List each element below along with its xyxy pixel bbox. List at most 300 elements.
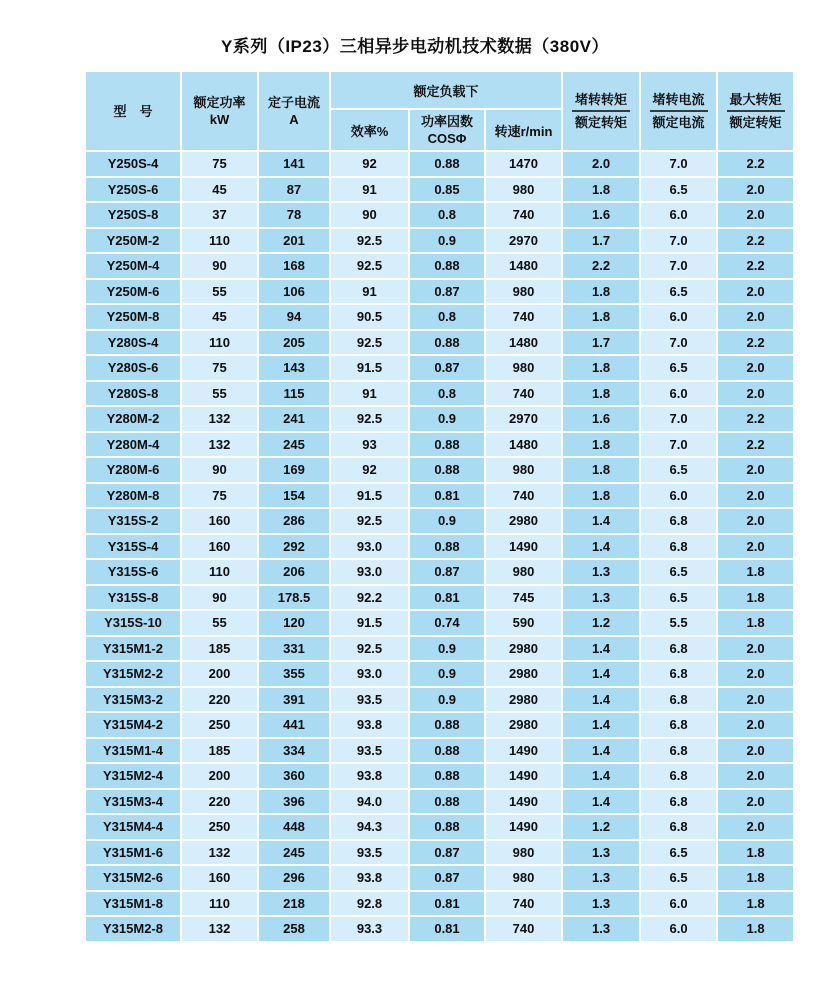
cell-efficiency-pct: 93.3	[331, 917, 408, 941]
cell-max-torque-ratio: 2.0	[718, 203, 793, 227]
cell-max-torque-ratio: 2.2	[718, 152, 793, 176]
cell-speed-rpm: 980	[486, 280, 561, 304]
cell-rated-power-kw: 132	[182, 841, 257, 865]
header-stator-current-unit: A	[289, 112, 299, 127]
cell-locked-current-ratio: 6.8	[641, 713, 716, 737]
table-row	[86, 713, 793, 737]
cell-speed-rpm: 1490	[486, 815, 561, 839]
cell-locked-torque-ratio: 1.6	[563, 407, 639, 431]
cell-locked-torque-ratio: 1.8	[563, 458, 639, 482]
table-row	[86, 764, 793, 788]
cell-efficiency-pct: 90.5	[331, 305, 408, 329]
cell-efficiency-pct: 92.5	[331, 254, 408, 278]
cell-model: Y315M2-6	[86, 866, 180, 890]
motor-data-table	[84, 70, 795, 943]
cell-speed-rpm: 980	[486, 356, 561, 380]
cell-speed-rpm: 980	[486, 866, 561, 890]
cell-power-factor: 0.81	[410, 917, 484, 941]
cell-speed-rpm: 980	[486, 560, 561, 584]
header-speed: 转速r/min	[486, 110, 561, 150]
cell-locked-torque-ratio: 2.0	[563, 152, 639, 176]
cell-model: Y315M2-4	[86, 764, 180, 788]
cell-efficiency-pct: 93.0	[331, 560, 408, 584]
cell-stator-current-a: 360	[259, 764, 329, 788]
cell-locked-current-ratio: 6.5	[641, 586, 716, 610]
cell-efficiency-pct: 91.5	[331, 611, 408, 635]
cell-speed-rpm: 740	[486, 382, 561, 406]
cell-power-factor: 0.88	[410, 458, 484, 482]
table-row	[86, 688, 793, 712]
cell-efficiency-pct: 92.5	[331, 229, 408, 253]
cell-speed-rpm: 1480	[486, 254, 561, 278]
header-efficiency: 效率%	[331, 110, 408, 150]
cell-locked-torque-ratio: 1.3	[563, 841, 639, 865]
table-row	[86, 841, 793, 865]
cell-speed-rpm: 1470	[486, 152, 561, 176]
cell-locked-current-ratio: 6.0	[641, 203, 716, 227]
table-row	[86, 178, 793, 202]
cell-rated-power-kw: 90	[182, 586, 257, 610]
table-row	[86, 229, 793, 253]
cell-model: Y280S-6	[86, 356, 180, 380]
header-rated-power-name: 额定功率	[193, 95, 246, 110]
cell-stator-current-a: 296	[259, 866, 329, 890]
cell-power-factor: 0.9	[410, 407, 484, 431]
cell-stator-current-a: 441	[259, 713, 329, 737]
cell-stator-current-a: 120	[259, 611, 329, 635]
cell-locked-current-ratio: 6.5	[641, 178, 716, 202]
table-row	[86, 560, 793, 584]
table-row	[86, 535, 793, 559]
cell-max-torque-ratio: 2.2	[718, 331, 793, 355]
header-stator-current-name: 定子电流	[267, 95, 320, 110]
cell-locked-torque-ratio: 1.7	[563, 331, 639, 355]
fraction-line	[650, 110, 708, 112]
cell-speed-rpm: 2980	[486, 662, 561, 686]
table-row	[86, 305, 793, 329]
cell-efficiency-pct: 91.5	[331, 356, 408, 380]
cell-power-factor: 0.87	[410, 280, 484, 304]
cell-stator-current-a: 448	[259, 815, 329, 839]
cell-max-torque-ratio: 2.0	[718, 509, 793, 533]
cell-model: Y315M4-4	[86, 815, 180, 839]
cell-stator-current-a: 205	[259, 331, 329, 355]
table-row	[86, 484, 793, 508]
cell-speed-rpm: 2970	[486, 407, 561, 431]
fraction-line	[572, 110, 630, 112]
cell-max-torque-ratio: 2.0	[718, 178, 793, 202]
cell-power-factor: 0.87	[410, 560, 484, 584]
cell-model: Y315S-6	[86, 560, 180, 584]
cell-max-torque-ratio: 1.8	[718, 917, 793, 941]
cell-speed-rpm: 1490	[486, 764, 561, 788]
header-model	[86, 72, 180, 150]
cell-max-torque-ratio: 2.0	[718, 458, 793, 482]
cell-power-factor: 0.87	[410, 841, 484, 865]
cell-rated-power-kw: 110	[182, 229, 257, 253]
cell-rated-power-kw: 75	[182, 356, 257, 380]
cell-model: Y280M-8	[86, 484, 180, 508]
cell-efficiency-pct: 94.3	[331, 815, 408, 839]
cell-stator-current-a: 331	[259, 637, 329, 661]
cell-speed-rpm: 2980	[486, 509, 561, 533]
cell-stator-current-a: 334	[259, 739, 329, 763]
cell-power-factor: 0.8	[410, 203, 484, 227]
cell-efficiency-pct: 92.5	[331, 509, 408, 533]
cell-rated-power-kw: 75	[182, 152, 257, 176]
table-row	[86, 356, 793, 380]
cell-power-factor: 0.81	[410, 892, 484, 916]
cell-rated-power-kw: 160	[182, 509, 257, 533]
cell-max-torque-ratio: 2.0	[718, 305, 793, 329]
cell-model: Y315M1-6	[86, 841, 180, 865]
cell-model: Y315M2-8	[86, 917, 180, 941]
table-row	[86, 433, 793, 457]
cell-rated-power-kw: 220	[182, 790, 257, 814]
cell-locked-current-ratio: 5.5	[641, 611, 716, 635]
cell-locked-torque-ratio: 1.8	[563, 484, 639, 508]
cell-power-factor: 0.81	[410, 484, 484, 508]
cell-speed-rpm: 1490	[486, 739, 561, 763]
cell-max-torque-ratio: 2.2	[718, 254, 793, 278]
cell-model: Y315M3-2	[86, 688, 180, 712]
cell-locked-torque-ratio: 1.8	[563, 178, 639, 202]
cell-max-torque-ratio: 2.0	[718, 356, 793, 380]
cell-stator-current-a: 94	[259, 305, 329, 329]
cell-max-torque-ratio: 1.8	[718, 586, 793, 610]
cell-stator-current-a: 241	[259, 407, 329, 431]
cell-efficiency-pct: 91.5	[331, 484, 408, 508]
cell-efficiency-pct: 91	[331, 382, 408, 406]
cell-locked-torque-ratio: 1.4	[563, 739, 639, 763]
cell-efficiency-pct: 92	[331, 152, 408, 176]
cell-power-factor: 0.88	[410, 254, 484, 278]
header-power-factor-unit: COSΦ	[427, 131, 467, 146]
cell-speed-rpm: 740	[486, 892, 561, 916]
cell-speed-rpm: 740	[486, 203, 561, 227]
cell-stator-current-a: 258	[259, 917, 329, 941]
cell-max-torque-ratio: 2.0	[718, 739, 793, 763]
cell-locked-torque-ratio: 1.8	[563, 305, 639, 329]
cell-max-torque-ratio: 2.2	[718, 229, 793, 253]
cell-locked-current-ratio: 6.5	[641, 560, 716, 584]
cell-max-torque-ratio: 2.0	[718, 764, 793, 788]
cell-stator-current-a: 169	[259, 458, 329, 482]
cell-stator-current-a: 355	[259, 662, 329, 686]
cell-speed-rpm: 590	[486, 611, 561, 635]
header-rated-power-unit: kW	[209, 112, 230, 127]
cell-efficiency-pct: 93	[331, 433, 408, 457]
cell-max-torque-ratio: 2.0	[718, 815, 793, 839]
cell-rated-power-kw: 75	[182, 484, 257, 508]
cell-efficiency-pct: 92.2	[331, 586, 408, 610]
cell-power-factor: 0.88	[410, 433, 484, 457]
cell-rated-power-kw: 45	[182, 305, 257, 329]
cell-efficiency-pct: 93.8	[331, 764, 408, 788]
header-row-top	[86, 72, 793, 108]
cell-max-torque-ratio: 1.8	[718, 560, 793, 584]
cell-locked-torque-ratio: 1.8	[563, 382, 639, 406]
cell-locked-current-ratio: 7.0	[641, 331, 716, 355]
cell-power-factor: 0.81	[410, 586, 484, 610]
cell-locked-current-ratio: 7.0	[641, 407, 716, 431]
cell-locked-torque-ratio: 2.2	[563, 254, 639, 278]
cell-locked-torque-ratio: 1.4	[563, 535, 639, 559]
cell-power-factor: 0.8	[410, 382, 484, 406]
cell-stator-current-a: 87	[259, 178, 329, 202]
cell-efficiency-pct: 94.0	[331, 790, 408, 814]
cell-speed-rpm: 1490	[486, 790, 561, 814]
cell-model: Y280M-2	[86, 407, 180, 431]
cell-locked-current-ratio: 6.0	[641, 892, 716, 916]
header-locked-torque-bottom: 额定转矩	[575, 115, 628, 130]
cell-rated-power-kw: 37	[182, 203, 257, 227]
cell-rated-power-kw: 160	[182, 535, 257, 559]
table-row	[86, 152, 793, 176]
cell-rated-power-kw: 110	[182, 560, 257, 584]
cell-stator-current-a: 218	[259, 892, 329, 916]
header-power-factor	[410, 110, 484, 150]
cell-rated-power-kw: 132	[182, 433, 257, 457]
table-row	[86, 458, 793, 482]
cell-rated-power-kw: 132	[182, 917, 257, 941]
cell-locked-current-ratio: 6.5	[641, 356, 716, 380]
table-row	[86, 739, 793, 763]
cell-stator-current-a: 286	[259, 509, 329, 533]
cell-efficiency-pct: 93.5	[331, 841, 408, 865]
cell-rated-power-kw: 200	[182, 764, 257, 788]
cell-power-factor: 0.88	[410, 790, 484, 814]
cell-locked-torque-ratio: 1.2	[563, 611, 639, 635]
cell-rated-power-kw: 55	[182, 280, 257, 304]
cell-max-torque-ratio: 2.0	[718, 382, 793, 406]
cell-locked-torque-ratio: 1.8	[563, 433, 639, 457]
cell-efficiency-pct: 93.0	[331, 535, 408, 559]
table-row	[86, 790, 793, 814]
page-title: Y系列（IP23）三相异步电动机技术数据（380V）	[220, 37, 609, 56]
header-rated-power	[182, 72, 257, 150]
table-body	[86, 152, 793, 941]
header-locked-current-top: 堵转电流	[652, 92, 705, 107]
cell-locked-torque-ratio: 1.6	[563, 203, 639, 227]
cell-speed-rpm: 745	[486, 586, 561, 610]
cell-speed-rpm: 980	[486, 178, 561, 202]
cell-efficiency-pct: 92.8	[331, 892, 408, 916]
cell-efficiency-pct: 93.5	[331, 739, 408, 763]
cell-max-torque-ratio: 2.0	[718, 662, 793, 686]
cell-stator-current-a: 178.5	[259, 586, 329, 610]
cell-efficiency-pct: 92.5	[331, 637, 408, 661]
table-row	[86, 662, 793, 686]
cell-stator-current-a: 391	[259, 688, 329, 712]
cell-efficiency-pct: 91	[331, 280, 408, 304]
cell-power-factor: 0.85	[410, 178, 484, 202]
cell-locked-torque-ratio: 1.3	[563, 917, 639, 941]
cell-locked-torque-ratio: 1.8	[563, 356, 639, 380]
cell-power-factor: 0.88	[410, 815, 484, 839]
cell-model: Y315S-4	[86, 535, 180, 559]
cell-model: Y250S-4	[86, 152, 180, 176]
cell-locked-current-ratio: 6.0	[641, 382, 716, 406]
cell-max-torque-ratio: 2.0	[718, 790, 793, 814]
table-row	[86, 382, 793, 406]
cell-speed-rpm: 2980	[486, 637, 561, 661]
cell-model: Y315M2-2	[86, 662, 180, 686]
cell-max-torque-ratio: 2.0	[718, 688, 793, 712]
cell-speed-rpm: 1490	[486, 535, 561, 559]
cell-model: Y315M1-4	[86, 739, 180, 763]
cell-power-factor: 0.88	[410, 713, 484, 737]
cell-speed-rpm: 1480	[486, 331, 561, 355]
table-row	[86, 892, 793, 916]
cell-max-torque-ratio: 2.0	[718, 484, 793, 508]
cell-power-factor: 0.88	[410, 535, 484, 559]
cell-model: Y315M1-2	[86, 637, 180, 661]
table-row	[86, 637, 793, 661]
cell-stator-current-a: 245	[259, 841, 329, 865]
cell-model: Y250M-8	[86, 305, 180, 329]
cell-model: Y315M1-8	[86, 892, 180, 916]
cell-speed-rpm: 980	[486, 458, 561, 482]
table-header	[86, 72, 793, 150]
cell-rated-power-kw: 250	[182, 815, 257, 839]
cell-locked-current-ratio: 6.8	[641, 764, 716, 788]
cell-rated-power-kw: 45	[182, 178, 257, 202]
header-locked-torque-ratio	[563, 72, 639, 150]
table-row	[86, 254, 793, 278]
cell-power-factor: 0.9	[410, 229, 484, 253]
cell-rated-power-kw: 55	[182, 382, 257, 406]
header-max-torque-bottom: 额定转矩	[729, 115, 782, 130]
cell-rated-power-kw: 185	[182, 739, 257, 763]
cell-rated-power-kw: 110	[182, 892, 257, 916]
cell-stator-current-a: 141	[259, 152, 329, 176]
cell-max-torque-ratio: 1.8	[718, 611, 793, 635]
cell-speed-rpm: 740	[486, 484, 561, 508]
cell-model: Y280S-4	[86, 331, 180, 355]
cell-speed-rpm: 2970	[486, 229, 561, 253]
table-row	[86, 866, 793, 890]
cell-model: Y315S-2	[86, 509, 180, 533]
cell-efficiency-pct: 93.8	[331, 713, 408, 737]
cell-rated-power-kw: 250	[182, 713, 257, 737]
cell-locked-torque-ratio: 1.8	[563, 280, 639, 304]
cell-efficiency-pct: 92	[331, 458, 408, 482]
header-max-torque-ratio	[718, 72, 793, 150]
table-row	[86, 815, 793, 839]
cell-locked-torque-ratio: 1.4	[563, 637, 639, 661]
cell-stator-current-a: 168	[259, 254, 329, 278]
cell-model: Y250S-6	[86, 178, 180, 202]
cell-locked-torque-ratio: 1.2	[563, 815, 639, 839]
cell-stator-current-a: 396	[259, 790, 329, 814]
cell-power-factor: 0.87	[410, 866, 484, 890]
cell-locked-torque-ratio: 1.3	[563, 560, 639, 584]
cell-power-factor: 0.9	[410, 688, 484, 712]
cell-locked-current-ratio: 6.8	[641, 509, 716, 533]
cell-stator-current-a: 106	[259, 280, 329, 304]
cell-power-factor: 0.9	[410, 509, 484, 533]
cell-speed-rpm: 740	[486, 917, 561, 941]
cell-locked-torque-ratio: 1.4	[563, 713, 639, 737]
table-row	[86, 611, 793, 635]
cell-max-torque-ratio: 2.0	[718, 637, 793, 661]
header-model-label: 型 号	[113, 103, 153, 119]
cell-locked-current-ratio: 7.0	[641, 433, 716, 457]
cell-locked-current-ratio: 7.0	[641, 254, 716, 278]
cell-locked-torque-ratio: 1.4	[563, 662, 639, 686]
cell-speed-rpm: 1480	[486, 433, 561, 457]
cell-power-factor: 0.88	[410, 764, 484, 788]
cell-speed-rpm: 980	[486, 841, 561, 865]
cell-efficiency-pct: 93.0	[331, 662, 408, 686]
cell-stator-current-a: 201	[259, 229, 329, 253]
fraction-line	[727, 110, 785, 112]
cell-locked-current-ratio: 6.8	[641, 662, 716, 686]
cell-stator-current-a: 115	[259, 382, 329, 406]
cell-model: Y315S-8	[86, 586, 180, 610]
cell-locked-current-ratio: 6.5	[641, 841, 716, 865]
cell-locked-current-ratio: 6.8	[641, 815, 716, 839]
cell-locked-torque-ratio: 1.3	[563, 866, 639, 890]
cell-model: Y250S-8	[86, 203, 180, 227]
cell-stator-current-a: 245	[259, 433, 329, 457]
table-row	[86, 331, 793, 355]
table-row	[86, 280, 793, 304]
cell-efficiency-pct: 92.5	[331, 331, 408, 355]
cell-power-factor: 0.88	[410, 331, 484, 355]
header-locked-torque-top: 堵转转矩	[575, 92, 628, 107]
table-row	[86, 509, 793, 533]
cell-locked-current-ratio: 6.8	[641, 790, 716, 814]
table-row	[86, 407, 793, 431]
cell-rated-power-kw: 160	[182, 866, 257, 890]
cell-rated-power-kw: 90	[182, 458, 257, 482]
header-rated-load-group: 额定负载下	[331, 72, 561, 108]
cell-model: Y280M-4	[86, 433, 180, 457]
header-locked-current-ratio	[641, 72, 716, 150]
cell-max-torque-ratio: 1.8	[718, 866, 793, 890]
cell-max-torque-ratio: 2.2	[718, 433, 793, 457]
cell-locked-current-ratio: 6.8	[641, 688, 716, 712]
cell-power-factor: 0.88	[410, 152, 484, 176]
cell-locked-current-ratio: 6.0	[641, 484, 716, 508]
cell-locked-torque-ratio: 1.4	[563, 764, 639, 788]
cell-power-factor: 0.74	[410, 611, 484, 635]
cell-model: Y280M-6	[86, 458, 180, 482]
cell-model: Y315S-10	[86, 611, 180, 635]
cell-model: Y280S-8	[86, 382, 180, 406]
cell-power-factor: 0.88	[410, 739, 484, 763]
cell-speed-rpm: 2980	[486, 713, 561, 737]
cell-efficiency-pct: 93.8	[331, 866, 408, 890]
cell-rated-power-kw: 55	[182, 611, 257, 635]
cell-efficiency-pct: 90	[331, 203, 408, 227]
cell-speed-rpm: 2980	[486, 688, 561, 712]
cell-rated-power-kw: 132	[182, 407, 257, 431]
cell-locked-current-ratio: 6.8	[641, 637, 716, 661]
cell-rated-power-kw: 90	[182, 254, 257, 278]
cell-model: Y315M3-4	[86, 790, 180, 814]
cell-locked-torque-ratio: 1.4	[563, 790, 639, 814]
cell-locked-current-ratio: 6.5	[641, 280, 716, 304]
cell-efficiency-pct: 93.5	[331, 688, 408, 712]
cell-locked-current-ratio: 7.0	[641, 229, 716, 253]
cell-stator-current-a: 154	[259, 484, 329, 508]
cell-power-factor: 0.9	[410, 637, 484, 661]
cell-locked-current-ratio: 6.5	[641, 866, 716, 890]
cell-locked-current-ratio: 6.0	[641, 305, 716, 329]
